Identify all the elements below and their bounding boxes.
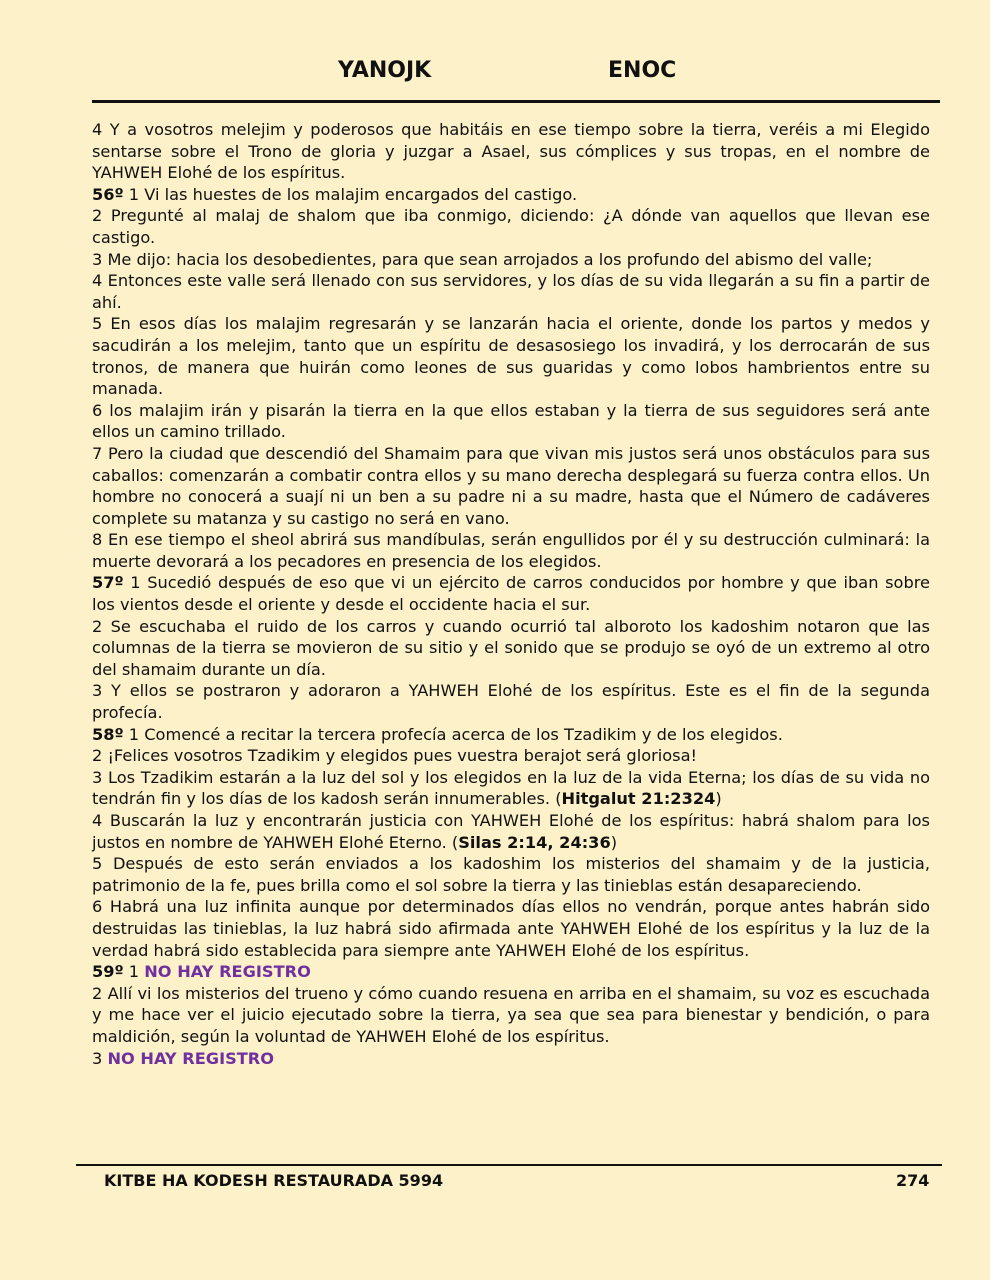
verse: 3 Y ellos se postraron y adoraron a YAHWEH Elohé de los espíritus. Este es el fin de la segunda profecía. [92,681,930,723]
scripture-body [92,119,930,1069]
verse: 8 En ese tiempo el sheol abrirá sus mandíbulas, serán engullidos por él y su destrucción culminará: la muerte devorará a los pecadores en presencia de los elegidos. [92,530,930,571]
verse-text: 3 Los Tzadikim estarán a la luz del sol y los elegidos en la luz de la vida Eterna; los días de su vida no tendrán fin y los días de los kadosh serán innumerables. ( [92,767,930,809]
verse-text: 1 Comencé a recitar la tercera profecía acerca de los Tzadikim y de los elegidos. [123,724,783,744]
verse: 5 Después de esto serán enviados a los kadoshim los misterios del shamaim y de la justicia, patrimonio de la fe, pues brilla como el sol sobre la tierra y las tinieblas están desapareciendo. [92,854,930,895]
chapter-number: 58º [92,724,124,744]
verse-text: 4 Buscarán la luz y encontrarán justicia con YAHWEH Elohé de los espíritus: habrá shalom para los justos en nombre de YAHWEH Elohé Eterno. ( [92,811,930,852]
verse [92,184,930,206]
verse-text: ) [610,832,618,852]
verse: 2 Se escuchaba el ruido de los carros y cuando ocurrió tal alboroto los kadoshim notaron que las columnas de la tierra se movieron de su sitio y el sonido que se produjo se oyó de un extremo al otro del shamaim durante un día. [92,616,930,679]
verse: 2 Pregunté al malaj de shalom que iba conmigo, diciendo: ¿A dónde van aquellos que llevan ese castigo. [92,206,930,247]
chapter-number: 59º [92,962,124,982]
verse-text: 1 [123,962,145,982]
verse: 5 En esos días los malajim regresarán y se lanzarán hacia el oriente, donde los partos y medos y sacudirán a los melejim, tanto que un espíritu de desasosiego los invadirá, y los derrocarán de sus tronos, de manera que huirán como leones de sus guaridas y como lobos hambrientos entre su manada. [92,314,930,399]
verse [92,572,930,615]
verse: 3 Me dijo: hacia los desobedientes, para que sean arrojados a los profundo del abismo del valle; [92,249,873,269]
verse-text: 1 Sucedió después de eso que vi un ejército de carros conducidos por hombre y que iban sobre los vientos desde el oriente y desde el occidente hacia el sur. [92,573,930,615]
no-record-note: NO HAY REGISTRO [144,962,311,982]
verse: 4 Entonces este valle será llenado con sus servidores, y los días de su vida llegarán a su fin a partir de ahí. [92,271,930,312]
verse: 4 Y a vosotros melejim y poderosos que habitáis en ese tiempo sobre la tierra, veréis a mi Elegido sentarse sobre el Trono de gloria y juzgar a Asael, sus cómplices y sus tropas, en el nombre de YAHWEH Elohé de los espíritus. [92,120,930,183]
verse: 2 Allí vi los misterios del trueno y cómo cuando resuena en arriba en el shamaim, su voz es escuchada y me hace ver el juicio ejecutado sobre la tierra, ya sea que sea para bienestar y bendición, o para maldición, según la voluntad de YAHWEH Elohé de los espíritus. [92,983,930,1046]
verse: 2 ¡Felices vosotros Tzadikim y elegidos pues vuestra berajot será gloriosa! [92,746,697,766]
verse [92,724,930,746]
verse [92,767,930,810]
page-header [92,58,940,100]
verse [92,1048,930,1070]
cross-reference: Silas 2:14, 24:36 [458,832,611,852]
verse-text: 1 Vi las huestes de los malajim encargados del castigo. [123,184,578,204]
footer-rule [76,1164,942,1166]
header-rule [92,100,940,103]
no-record-note: NO HAY REGISTRO [107,1048,275,1068]
verse-text: 3 [92,1048,108,1068]
page-number: 274 [896,1171,930,1190]
cross-reference: Hitgalut 21:2324 [561,789,716,809]
verse: 6 los malajim irán y pisarán la tierra en la que ellos estaban y la tierra de sus seguidores será ante ellos un camino trillado. [92,400,930,442]
verse: 7 Pero la ciudad que descendió del Shamaim para que vivan mis justos será unos obstáculos para sus caballos: comenzarán a combatir contra ellos y su mano derecha desplegará su fuerza contra ellos. Un hombre no conocerá a suají ni un ben a su padre ni a su madre, hasta que el Número de cadáveres complete su matanza y su castigo no será en vano. [92,443,930,528]
header-title-right: ENOC [608,58,677,83]
verse-text: ) [715,789,722,809]
chapter-number: 56º [92,184,124,204]
verse [92,961,930,983]
chapter-number: 57º [92,573,124,593]
verse: 6 Habrá una luz infinita aunque por determinados días ellos no vendrán, porque antes habrán sido destruidas las tinieblas, la luz habrá sido afirmada ante YAHWEH Elohé de los espíritus y la luz de la verdad habrá sido establecida para siempre ante YAHWEH Elohé de los espíritus. [92,897,930,960]
footer-title: KITBE HA KODESH RESTAURADA 5994 [104,1171,444,1190]
header-title-left: YANOJK [338,58,432,83]
verse [92,810,930,853]
